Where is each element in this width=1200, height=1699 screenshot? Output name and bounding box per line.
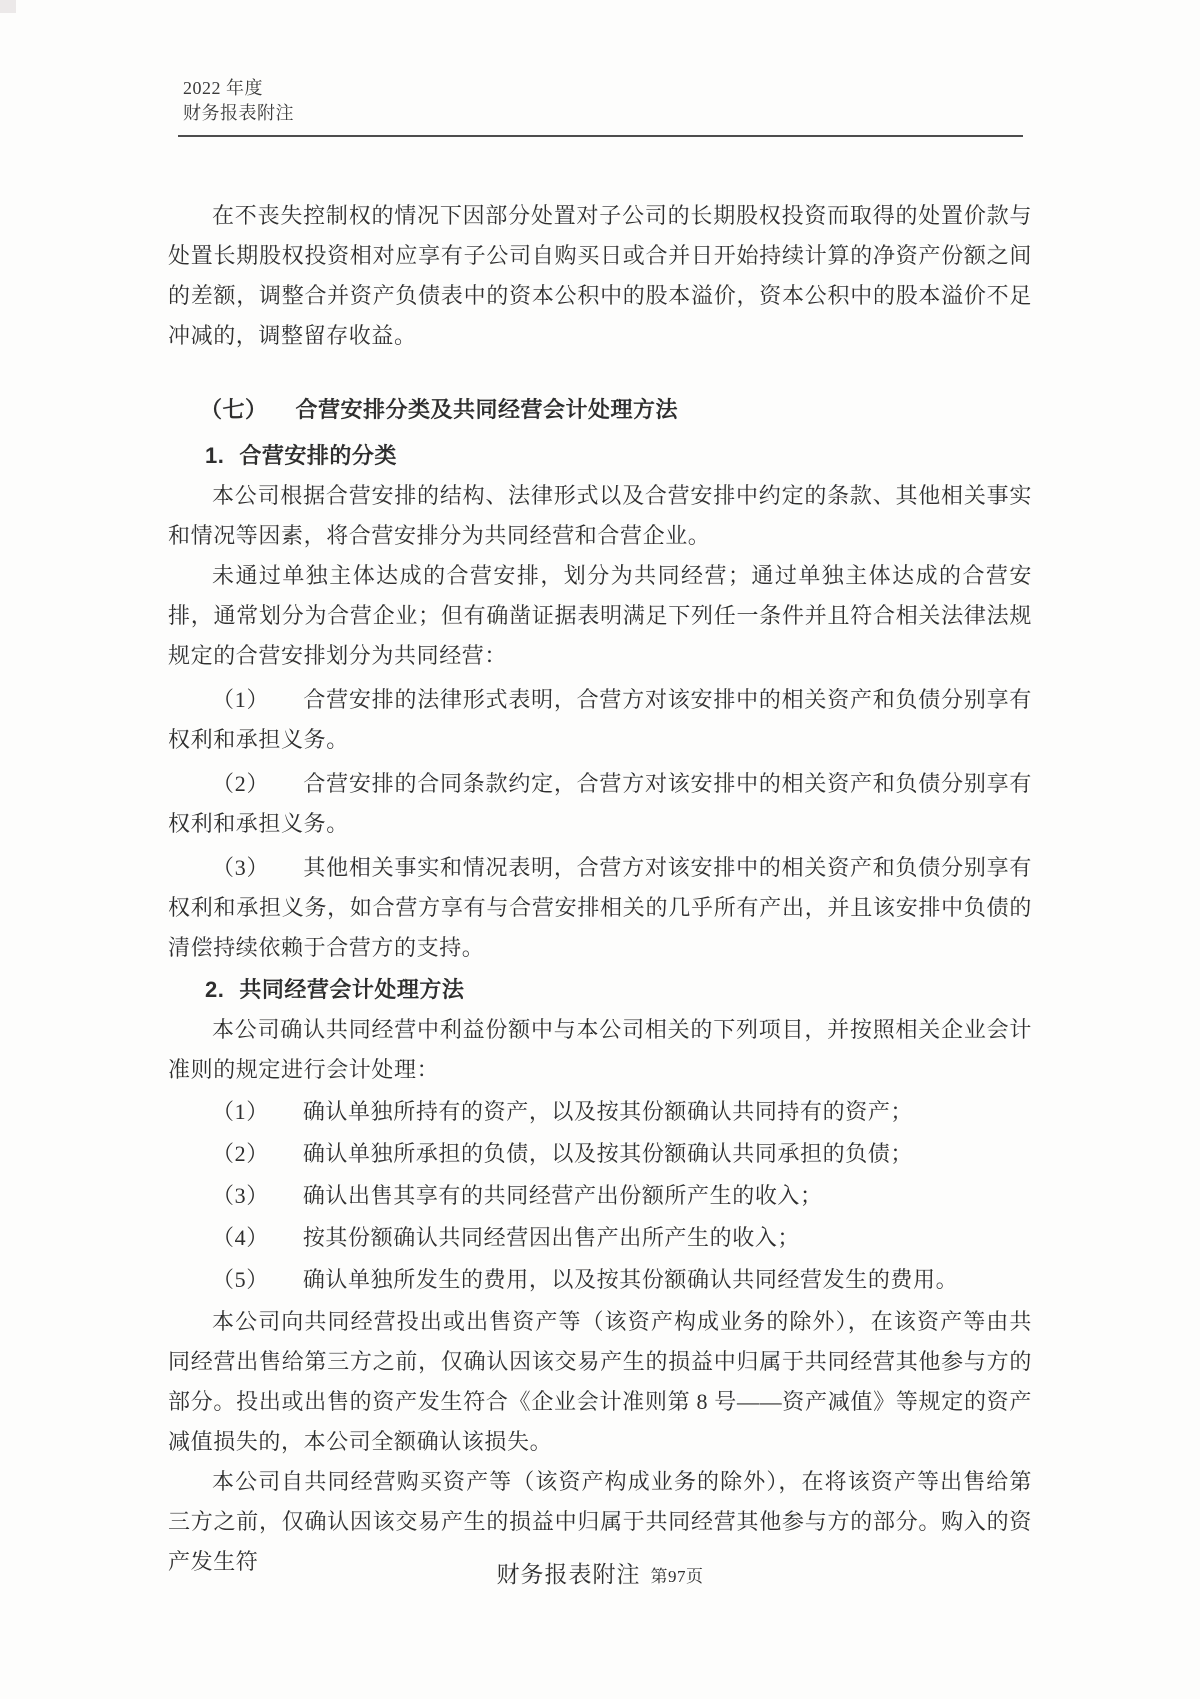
subsection-1-title: 合营安排的分类 [239, 443, 397, 468]
sub1-item-3-number: （3） [212, 855, 270, 880]
sub2-item-3 [168, 1176, 1032, 1216]
subsection-1-number: 1. [205, 443, 225, 468]
sub2-paragraph-3: 本公司自共同经营购买资产等（该资产构成业务的除外），在将该资产等出售给第三方之前，仅确认因该交易产生的损益中归属于共同经营其他参与方的部分。购入的资产发生符 [168, 1469, 1032, 1574]
section-heading [168, 390, 1032, 430]
section-number: （七） [200, 397, 268, 422]
sub2-item-4 [168, 1218, 1032, 1258]
footer-page-number: 第97页 [650, 1567, 704, 1586]
subsection-2-heading [168, 970, 1032, 1010]
header-year: 2022 年度 [183, 78, 263, 98]
sub2-item-4-text: 按其份额确认共同经营因出售产出所产生的收入； [302, 1225, 801, 1250]
sub2-item-2 [168, 1134, 1032, 1174]
subsection-1-heading [168, 436, 1032, 476]
sub2-item-3-text: 确认出售其享有的共同经营产出份额所产生的收入； [302, 1183, 823, 1208]
sub1-item-1-text: 合营安排的法律形式表明，合营方对该安排中的相关资产和负债分别享有权利和承担义务。 [168, 687, 1033, 752]
sub2-item-5-text: 确认单独所发生的费用，以及按其份额确认共同经营发生的费用。 [302, 1267, 959, 1292]
sub2-item-4-number: （4） [212, 1225, 269, 1250]
sub2-item-5 [168, 1260, 1032, 1300]
sub2-item-2-number: （2） [212, 1141, 269, 1166]
page-header [183, 76, 294, 126]
sub1-item-2-text: 合营安排的合同条款约定，合营方对该安排中的相关资产和负债分别享有权利和承担义务。 [168, 771, 1033, 836]
sub1-paragraph-2: 未通过单独主体达成的合营安排，划分为共同经营；通过单独主体达成的合营安排，通常划分为合营企业；但有确凿证据表明满足下列任一条件并且符合相关法律法规规定的合营安排划分为共同经营： [168, 563, 1032, 668]
sub1-item-3-text: 其他相关事实和情况表明，合营方对该安排中的相关资产和负债分别享有权利和承担义务，如合营方享有与合营安排相关的几乎所有产出，并且该安排中负债的清偿持续依赖于合营方的支持。 [168, 855, 1033, 960]
sub2-paragraph-2: 本公司向共同经营投出或出售资产等（该资产构成业务的除外），在该资产等由共同经营出售给第三方之前，仅确认因该交易产生的损益中归属于共同经营其他参与方的部分。投出或出售的资产发生符合《企业会计准则第 8 号——资产减值》等规定的资产减值损失的，本公司全额确认该损失。 [168, 1309, 1032, 1454]
footer-title: 财务报表附注 [496, 1562, 641, 1587]
header-title: 财务报表附注 [183, 103, 294, 123]
sub2-item-2-text: 确认单独所承担的负债，以及按其份额确认共同承担的负债； [302, 1141, 914, 1166]
sub1-item-1-number: （1） [212, 687, 270, 712]
sub2-item-1-number: （1） [212, 1099, 269, 1124]
sub2-paragraph-1: 本公司确认共同经营中利益份额中与本公司相关的下列项目，并按照相关企业会计准则的规定进行会计处理： [168, 1017, 1032, 1082]
sub2-item-1 [168, 1092, 1032, 1132]
sub2-item-3-number: （3） [212, 1183, 269, 1208]
sub1-item-2-number: （2） [212, 771, 270, 796]
sub1-item-1 [168, 680, 1032, 760]
subsection-2-number: 2. [205, 977, 225, 1002]
header-rule [178, 135, 1023, 137]
subsection-2-title: 共同经营会计处理方法 [239, 977, 465, 1002]
sub1-item-3 [168, 848, 1032, 968]
sub1-paragraph-1: 本公司根据合营安排的结构、法律形式以及合营安排中约定的条款、其他相关事实和情况等因素，将合营安排分为共同经营和合营企业。 [168, 483, 1032, 548]
document-body [168, 196, 1032, 1582]
sub2-item-5-number: （5） [212, 1267, 269, 1292]
intro-paragraph: 在不丧失控制权的情况下因部分处置对子公司的长期股权投资而取得的处置价款与处置长期股权投资相对应享有子公司自购买日或合并日开始持续计算的净资产份额之间的差额，调整合并资产负债表中的资本公积中的股本溢价，资本公积中的股本溢价不足冲减的，调整留存收益。 [168, 203, 1032, 348]
sub2-item-1-text: 确认单独所持有的资产，以及按其份额确认共同持有的资产； [302, 1099, 914, 1124]
sub1-item-2 [168, 764, 1032, 844]
page-footer [0, 1556, 1200, 1589]
section-title: 合营安排分类及共同经营会计处理方法 [295, 397, 679, 422]
scan-artifact [0, 0, 16, 13]
